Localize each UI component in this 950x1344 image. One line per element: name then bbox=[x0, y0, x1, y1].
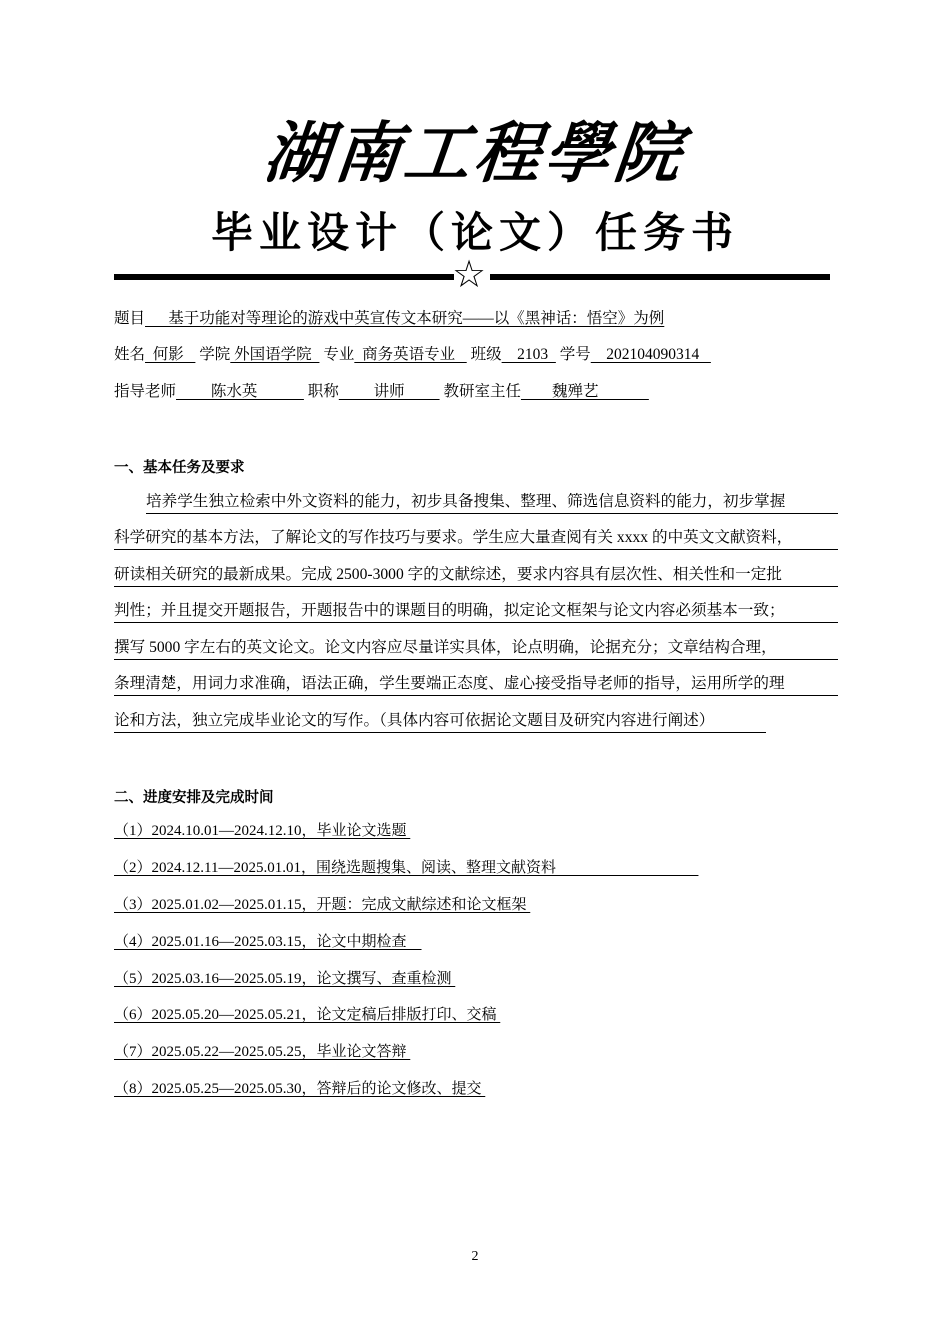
section2-heading: 二、进度安排及完成时间 bbox=[114, 790, 274, 806]
id-value: 202104090314 bbox=[590, 346, 711, 363]
college-value: 外国语学院 bbox=[230, 346, 320, 363]
divider-right bbox=[490, 274, 830, 280]
major-label: 专业 bbox=[323, 346, 355, 363]
topic-label: 题目 bbox=[114, 310, 146, 327]
university-logo: 湖南工程學院 bbox=[260, 114, 689, 192]
rank-value: 讲师 bbox=[338, 383, 440, 400]
document-title: 毕业设计（论文）任务书 bbox=[210, 208, 739, 257]
page-number: 2 bbox=[471, 1249, 479, 1264]
section1-heading: 一、基本任务及要求 bbox=[114, 460, 245, 476]
advisor-row bbox=[114, 382, 649, 402]
schedule-item: （4）2025.01.16—2025.03.15，论文中期检查 bbox=[114, 934, 422, 950]
paragraph-line: 论和方法，独立完成毕业论文的写作。（具体内容可依据论文题目及研究内容进行阐述） bbox=[114, 711, 766, 733]
director-value: 魏殚艺 bbox=[520, 383, 649, 400]
star-icon: ☆ bbox=[452, 252, 487, 296]
director-label: 教研室主任 bbox=[443, 383, 521, 400]
schedule-item: （7）2025.05.22—2025.05.25，毕业论文答辩 bbox=[114, 1044, 411, 1060]
paragraph-line: 科学研究的基本方法，了解论文的写作技巧与要求。学生应大量查阅有关 xxxx 的中英文文献资料， bbox=[114, 528, 838, 550]
schedule-item: （2）2024.12.11—2025.01.01，围绕选题搜集、阅读、整理文献资料 bbox=[114, 860, 699, 876]
topic-value: 基于功能对等理论的游戏中英宣传文本研究——以《黑神话：悟空》为例 bbox=[145, 310, 665, 327]
rank-label: 职称 bbox=[307, 383, 339, 400]
schedule-item: （6）2025.05.20—2025.05.21，论文定稿后排版打印、交稿 bbox=[114, 1007, 501, 1023]
student-row bbox=[114, 345, 711, 365]
paragraph-line: 撰写 5000 字左右的英文论文。论文内容应尽量详实具体，论点明确，论据充分；文章结构合理， bbox=[114, 638, 838, 660]
major-value: 商务英语专业 bbox=[354, 346, 467, 363]
paragraph-line: 判性；并且提交开题报告，开题报告中的课题目的明确，拟定论文框架与论文内容必须基本一致； bbox=[114, 601, 838, 623]
schedule-item: （3）2025.01.02—2025.01.15，开题：完成文献综述和论文框架 bbox=[114, 897, 531, 913]
topic-row bbox=[114, 309, 664, 329]
schedule-item: （5）2025.03.16—2025.05.19，论文撰写、查重检测 bbox=[114, 971, 456, 987]
paragraph-line: 条理清楚，用词力求准确，语法正确，学生要端正态度、虚心接受指导老师的指导，运用所学的理 bbox=[114, 674, 838, 696]
schedule-item: （8）2025.05.25—2025.05.30，答辩后的论文修改、提交 bbox=[114, 1081, 486, 1097]
divider-left bbox=[114, 274, 454, 280]
class-value: 2103 bbox=[501, 346, 556, 363]
paragraph-line: 培养学生独立检索中外文资料的能力，初步具备搜集、整理、筛选信息资料的能力，初步掌握 bbox=[146, 492, 838, 514]
advisor-label: 指导老师 bbox=[114, 383, 177, 400]
id-label: 学号 bbox=[559, 346, 591, 363]
college-label: 学院 bbox=[199, 346, 231, 363]
name-value: 何影 bbox=[145, 346, 196, 363]
paragraph-line: 研读相关研究的最新成果。完成 2500-3000 字的文献综述，要求内容具有层次性、相关性和一定批 bbox=[114, 565, 838, 587]
name-label: 姓名 bbox=[114, 346, 146, 363]
schedule-item: （1）2024.10.01—2024.12.10，毕业论文选题 bbox=[114, 823, 411, 839]
class-label: 班级 bbox=[470, 346, 502, 363]
advisor-value: 陈水英 bbox=[176, 383, 304, 400]
